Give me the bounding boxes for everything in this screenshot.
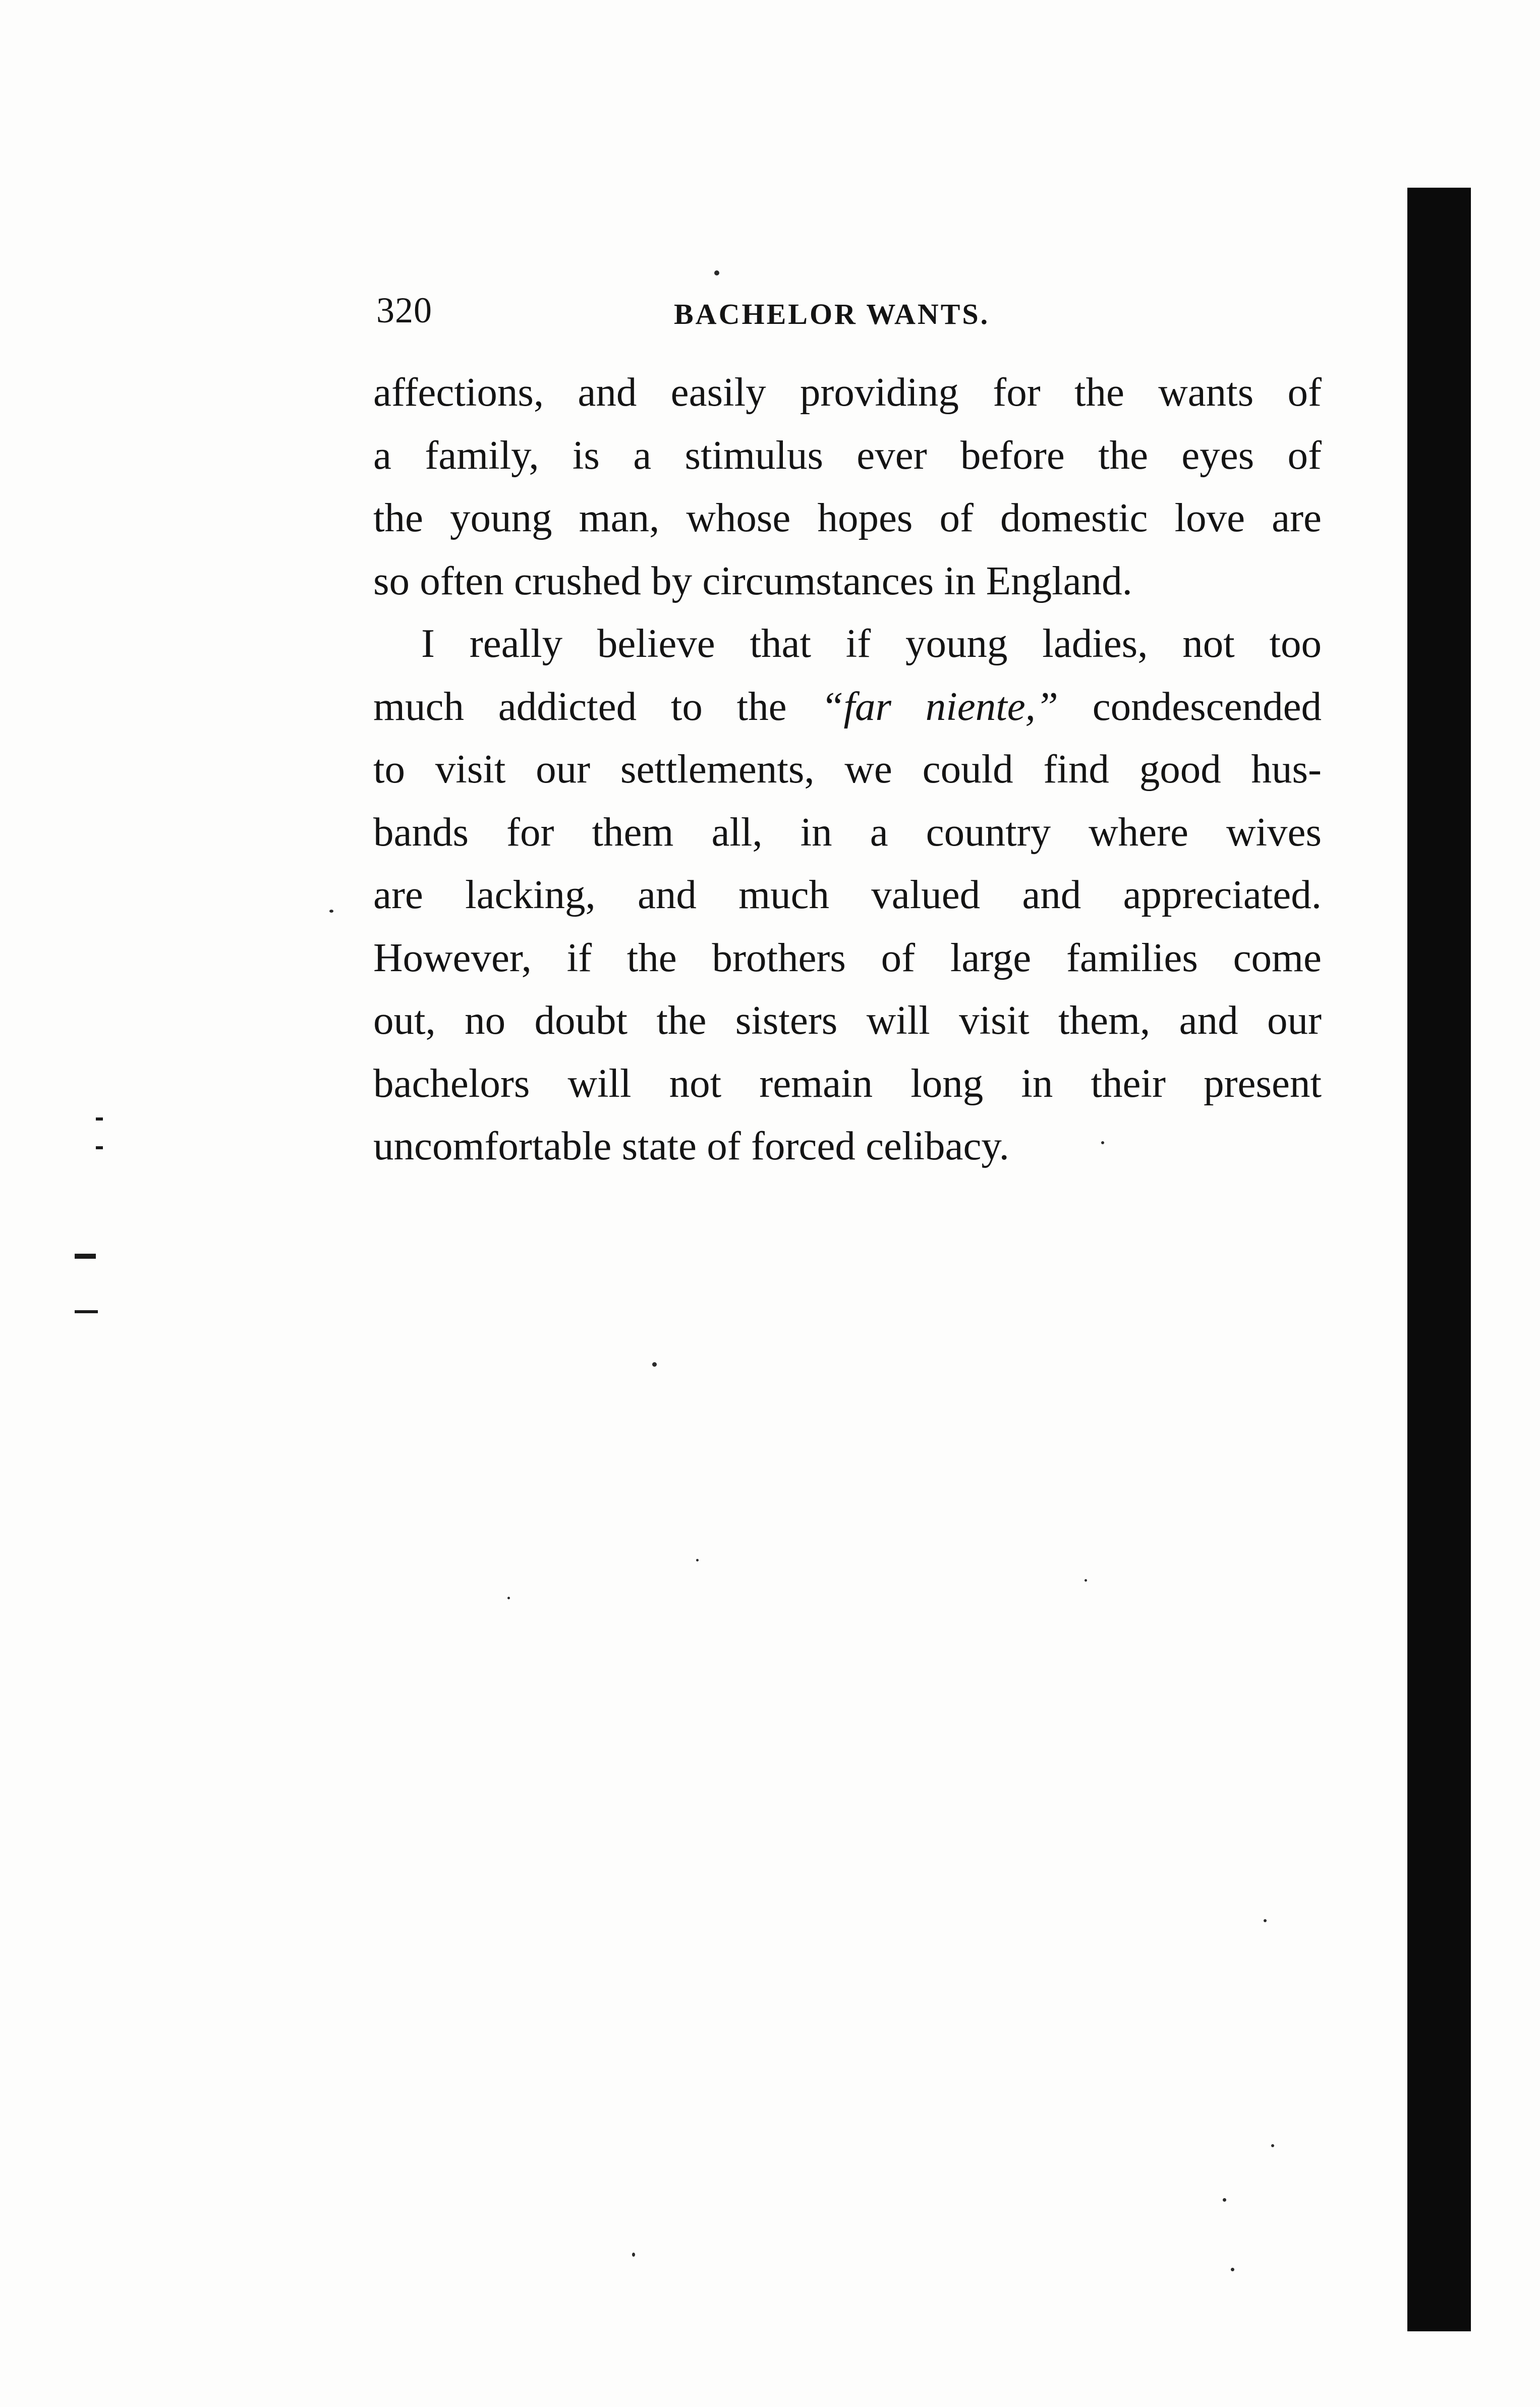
scan-speck xyxy=(632,2253,635,2257)
scan-speck xyxy=(1223,2198,1226,2202)
text-line: a family, is a stimulus ever before the eyes of xyxy=(373,432,1322,478)
page-number: 320 xyxy=(376,290,432,330)
text-line: so often crushed by circumstances in England. xyxy=(373,557,1132,603)
scan-speck xyxy=(1271,2144,1274,2147)
scan-mark xyxy=(96,1117,103,1121)
text-line: out, no doubt the sisters will visit them, and our xyxy=(373,997,1322,1043)
running-head: BACHELOR WANTS. xyxy=(674,298,990,330)
text-line: uncomfortable state of forced celibacy. xyxy=(373,1123,1009,1168)
scan-mark xyxy=(75,1254,96,1259)
text-line: the young man, whose hopes of domestic love are xyxy=(373,495,1322,540)
italic-phrase: “far niente,” xyxy=(821,683,1058,729)
text-line: bachelors will not remain long in their present xyxy=(373,1060,1322,1106)
scan-speck xyxy=(1101,1141,1104,1144)
scan-speck xyxy=(1231,2268,1234,2271)
scan-speck xyxy=(507,1597,510,1599)
scan-speck xyxy=(696,1559,699,1561)
page-header xyxy=(376,283,1335,338)
scan-mark xyxy=(96,1146,103,1149)
text-line: to visit our settlements, we could find good hus- xyxy=(373,746,1322,792)
text-segment: much addicted to the xyxy=(373,683,787,729)
text-line: bands for them all, in a country where wives xyxy=(373,809,1322,855)
scan-speck xyxy=(1085,1579,1087,1582)
text-line-with-italic xyxy=(373,675,1322,738)
body-text xyxy=(373,361,1322,1178)
scan-mark xyxy=(75,1310,98,1313)
binding-shadow xyxy=(1407,188,1471,2331)
text-line: affections, and easily providing for the wants of xyxy=(373,369,1322,415)
scan-speck xyxy=(329,910,333,913)
text-line: are lacking, and much valued and appreciated. xyxy=(373,872,1322,917)
text-line: I really believe that if young ladies, not too xyxy=(421,621,1322,666)
text-line: However, if the brothers of large families come xyxy=(373,934,1322,980)
scan-speck xyxy=(652,1362,657,1367)
scan-speck xyxy=(714,270,719,275)
scan-speck xyxy=(1264,1919,1267,1922)
text-segment: condescended xyxy=(1092,683,1322,729)
